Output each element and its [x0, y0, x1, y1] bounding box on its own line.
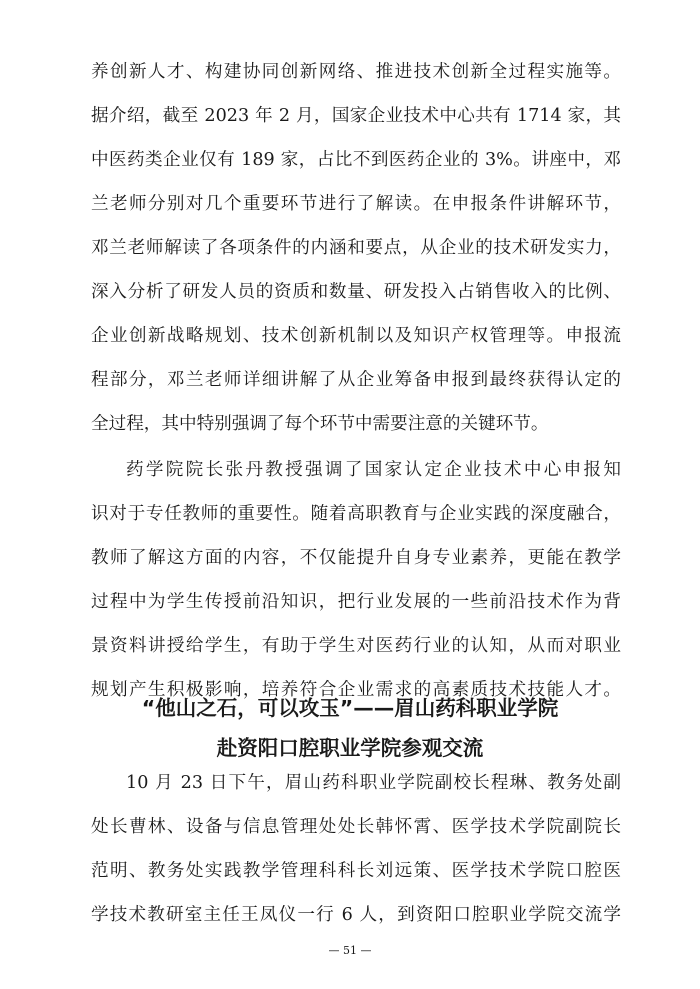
paragraph-line: 范明、教务处实践教学管理科科长刘远策、医学技术学院口腔医 — [91, 861, 621, 881]
paragraph-line: 规划产生积极影响，培养符合企业需求的高素质技术技能人才。 — [91, 680, 621, 700]
paragraph-line: 养创新人才、构建协同创新网络、推进技术创新全过程实施等。 — [91, 62, 621, 82]
paragraph-line: 药学院院长张丹教授强调了国家认定企业技术中心申报知 — [126, 460, 621, 480]
paragraph-line: 兰老师分别对几个重要环节进行了解读。在申报条件讲解环节， — [91, 194, 621, 214]
paragraph-line: 全过程，其中特别强调了每个环节中需要注意的关键环节。 — [91, 414, 549, 434]
paragraph-line: 程部分，邓兰老师详细讲解了从企业筹备申报到最终获得认定的 — [91, 370, 621, 390]
paragraph-line: 中医药类企业仅有 189 家，占比不到医药企业的 3%。讲座中，邓 — [91, 150, 621, 170]
page-number: — 51 — — [328, 944, 372, 957]
paragraph-line: 过程中为学生传授前沿知识，把行业发展的一些前沿技术作为背 — [91, 592, 621, 612]
paragraph-line: 据介绍，截至 2023 年 2 月，国家企业技术中心共有 1714 家，其 — [91, 106, 621, 126]
paragraph-line: 邓兰老师解读了各项条件的内涵和要点，从企业的技术研发实力， — [91, 238, 621, 258]
paragraph-line: 景资料讲授给学生，有助于学生对医药行业的认知，从而对职业 — [91, 636, 621, 656]
paragraph-line: 识对于专任教师的重要性。随着高职教育与企业实践的深度融合， — [91, 504, 621, 524]
paragraph-line: 教师了解这方面的内容，不仅能提升自身专业素养，更能在教学 — [91, 548, 621, 568]
article-title-line2: 赴资阳口腔职业学院参观交流 — [216, 736, 484, 760]
paragraph-line: 处长曹林、设备与信息管理处处长韩怀霄、医学技术学院副院长 — [91, 817, 621, 837]
paragraph-line: 企业创新战略规划、技术创新机制以及知识产权管理等。申报流 — [91, 326, 621, 346]
paragraph-line: 10 月 23 日下午，眉山药科职业学院副校长程琳、教务处副 — [126, 773, 621, 793]
article-title-line1: “他山之石，可以攻玉”——眉山药科职业学院 — [141, 696, 559, 720]
paragraph-line: 深入分析了研发人员的资质和数量、研发投入占销售收入的比例、 — [91, 282, 621, 302]
paragraph-line: 学技术教研室主任王凤仪一行 6 人，到资阳口腔职业学院交流学 — [91, 905, 621, 925]
